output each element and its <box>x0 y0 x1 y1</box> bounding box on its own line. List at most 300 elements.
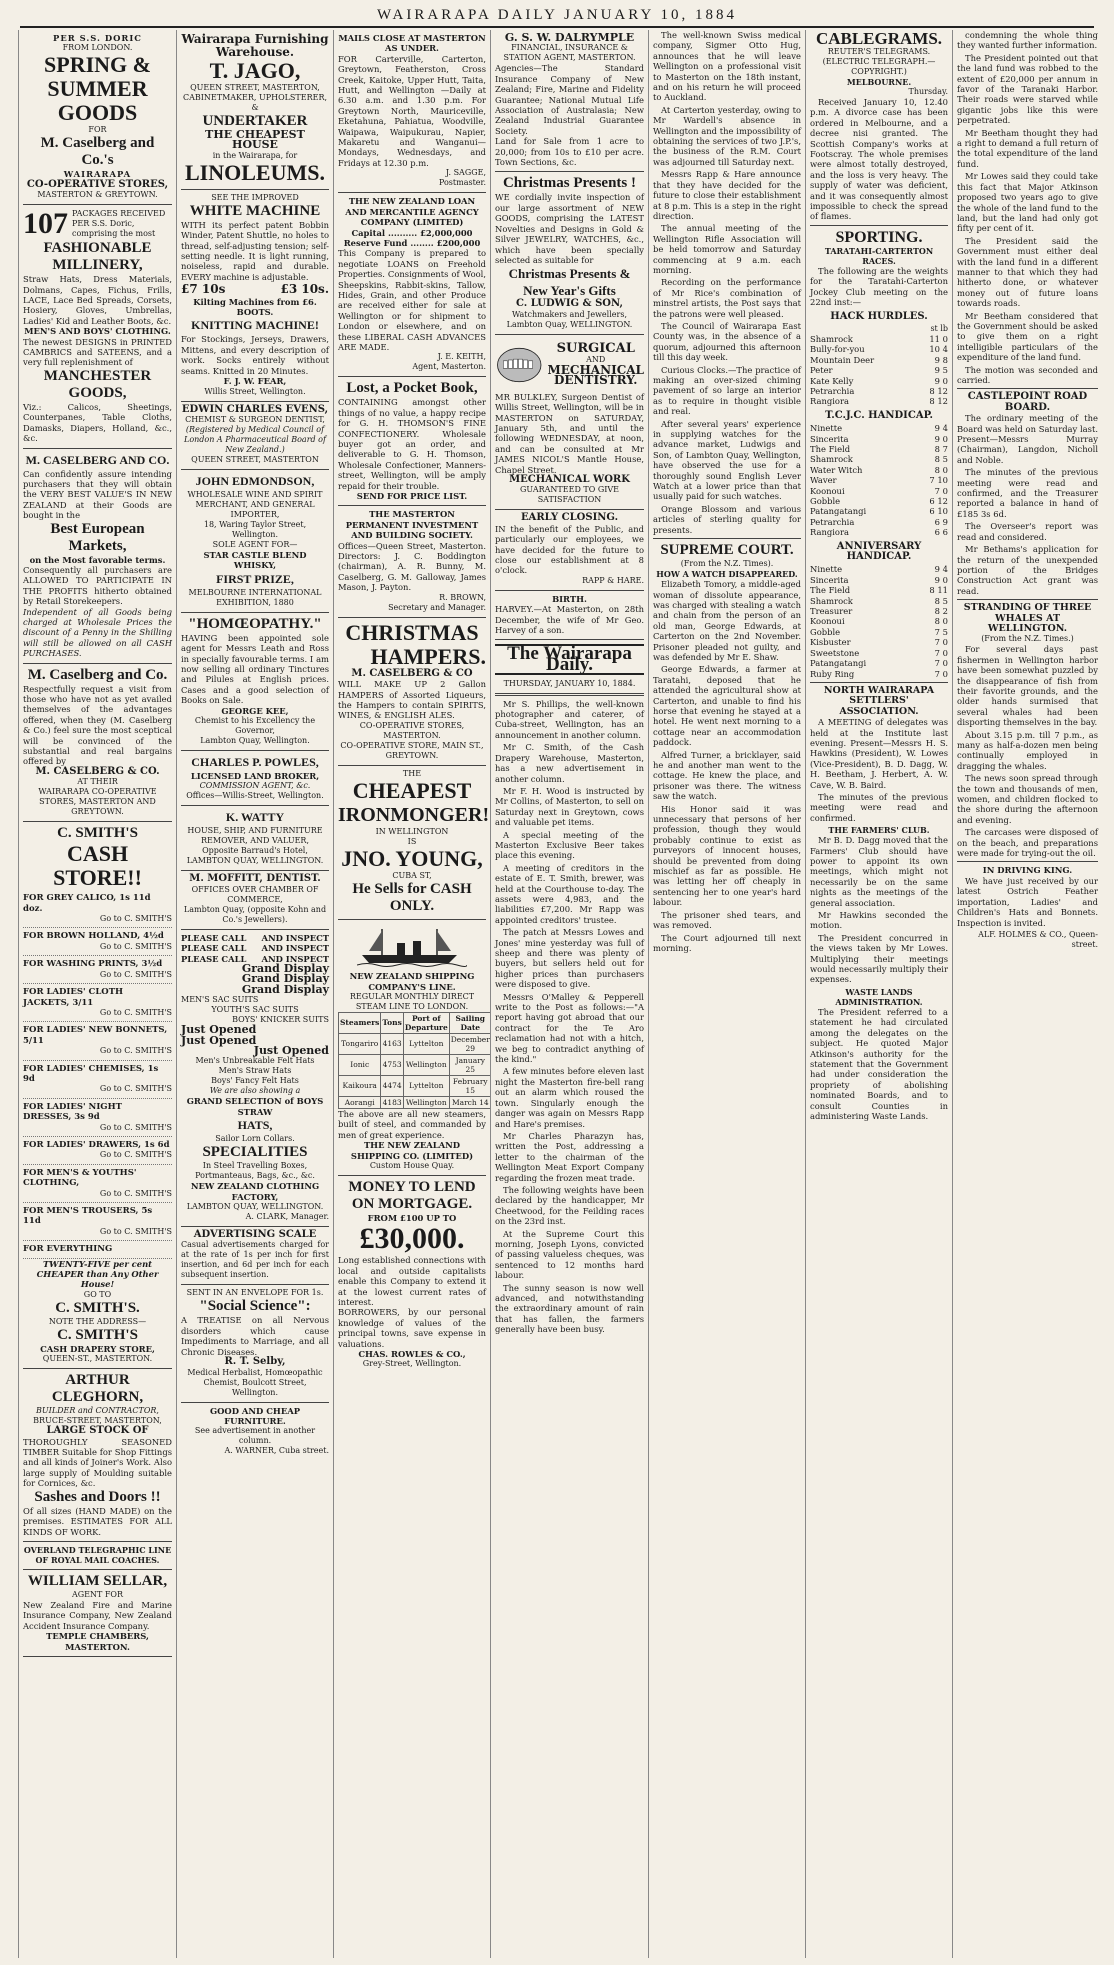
ship-house: Custom House Quay. <box>369 1160 455 1170</box>
horse-weight: 6 10 <box>929 506 948 517</box>
cheapest-ironmonger-ad <box>338 766 490 920</box>
horse-weight: 10 4 <box>929 344 948 355</box>
ci-street: CUBA ST, <box>392 870 432 880</box>
cablegrams-place: MELBOURNE. <box>846 77 912 87</box>
race-cols: st lb <box>930 323 948 333</box>
race-entry <box>810 396 948 406</box>
ec-title: EARLY CLOSING. <box>520 512 619 524</box>
horse-name: Shamrock <box>810 595 853 606</box>
pc-grand: Grand Display <box>241 982 329 996</box>
race-entry <box>810 486 948 496</box>
smith-cheaper: TWENTY-FIVE per cent CHEAPER than Any Other House! <box>36 1258 159 1290</box>
race-entry <box>810 355 948 365</box>
settlers-sub2: WASTE LANDS ADMINISTRATION. <box>835 986 923 1007</box>
race-entry <box>810 648 948 658</box>
race-entry <box>810 496 948 506</box>
smith-price-line <box>23 1022 172 1060</box>
mp-sec: Secretary and Manager. <box>388 602 486 612</box>
table-cell: Lyttelton <box>403 1075 449 1096</box>
table-cell: 4753 <box>381 1054 403 1075</box>
horse-name: Waver <box>810 475 837 486</box>
horse-weight: 8 0 <box>934 616 948 627</box>
smith-price-line <box>23 1099 172 1137</box>
table-cell: Wellington <box>403 1096 449 1108</box>
moffitt-text: OFFICES OVER CHAMBER OF COMMERCE, <box>191 884 319 904</box>
pb-send: SEND FOR PRICE LIST. <box>356 491 468 502</box>
shipping-ad <box>338 920 490 1176</box>
race-entry <box>810 627 948 637</box>
sewing-machine-ad <box>181 190 329 402</box>
loan-sign: J. E. KEITH, <box>437 352 486 362</box>
race-entry <box>810 585 948 595</box>
pc-nzaddr: LAMBTON QUAY, WELLINGTON. <box>186 1202 324 1212</box>
sd-and: AND <box>586 354 606 364</box>
news-para: A special meeting of the Masterton Exclusive Beer takes place this evening. <box>495 829 644 861</box>
horse-name: Sweetstone <box>810 647 860 658</box>
cleghorn-text2: Of all sizes (HAND MADE) on the premises. ESTIMATES FOR ALL KINDS OF WORK. <box>23 1505 172 1537</box>
smith-goto-line: Go to C. SMITH'S <box>99 969 172 979</box>
ss-sent: SENT IN AN ENVELOPE FOR 1s. <box>186 1288 324 1298</box>
moffitt-addr: Lambton Quay, (opposite Kohn and Co.'s Jewellers). <box>183 904 327 924</box>
evens-name: EDWIN CHARLES EVENS, <box>181 403 329 415</box>
smith-price-item: FOR MEN'S & YOUTHS' CLOTHING, <box>23 1167 137 1189</box>
race-entry <box>810 444 948 454</box>
news-para: Mr C. Smith, of the Cash Drapery Warehouse, Masterton, has a new advertisement in another column. <box>495 742 644 784</box>
pc-grand-sel: GRAND SELECTION of BOYS STRAW <box>186 1096 324 1117</box>
ch-stores: CO-OPERATIVE STORES, MASTERTON. <box>359 720 465 740</box>
horse-weight: 9 0 <box>934 433 948 444</box>
steamship-icon <box>357 925 467 967</box>
pc-show: We are also showing a <box>209 1086 301 1096</box>
value-note: Consequently all purchasers are ALLOWED TO PARTICIPATE IN THE PROFITS hitherto obtained by Retail Storekeepers. <box>23 564 172 607</box>
mails-sign: J. SAGGE, <box>445 168 486 178</box>
castlepoint-title: CASTLEPOINT ROAD BOARD. <box>967 391 1088 413</box>
horse-name: Bully-for-you <box>810 344 865 355</box>
horse-weight: 8 2 <box>934 606 948 617</box>
horse-name: Sincerita <box>810 433 849 444</box>
horse-weight: 7 0 <box>934 658 948 669</box>
powles-ad <box>181 751 329 806</box>
news-para: Mr Charles Pharazyn has, written the Post, addressing a letter to the chairman of the Wellington Meat Export Company regarding the frozen meat trade. <box>495 1130 644 1183</box>
powles-trade: LICENSED LAND BROKER, <box>190 770 320 781</box>
furniture-ad <box>181 1403 329 1461</box>
smith-addr1: CASH DRAPERY STORE, <box>40 1343 155 1354</box>
horse-weight: 6 9 <box>934 516 948 527</box>
gs-trade: FINANCIAL, INSURANCE & STATION AGENT, MASTERTON. <box>503 43 636 63</box>
horse-name: Sincerita <box>810 574 849 585</box>
please-call-ad <box>181 930 329 1227</box>
furniture-title: GOOD AND CHEAP FURNITURE. <box>209 1405 300 1426</box>
mails-ad <box>338 30 486 193</box>
smith-price-line <box>23 1241 172 1258</box>
table-row <box>339 1096 491 1108</box>
sailing-table <box>338 1012 490 1109</box>
evens-ad <box>181 402 329 470</box>
smith-goto-line: Go to C. SMITH'S <box>99 1046 172 1056</box>
ml-from: FROM £100 UP TO <box>367 1212 457 1223</box>
table-row <box>339 1075 491 1096</box>
race-list-1 <box>810 334 948 407</box>
table-cell: Lyttelton <box>403 1033 449 1054</box>
smith-price-item: FOR LADIES' NIGHT DRESSES, 3s 9d <box>23 1101 122 1123</box>
smith-cash-store-ad <box>23 822 172 1369</box>
smith-price-item: FOR GREY CALICO, 1s 11d doz. <box>23 893 151 914</box>
mp-title: THE MASTERTON PERMANENT INVESTMENT AND BUILDING SOCIETY. <box>345 509 479 541</box>
coach-title: OVERLAND TELEGRAPHIC LINE OF ROYAL MAIL COACHES. <box>23 1544 172 1565</box>
horse-name: Patangatangi <box>810 506 867 517</box>
pc-grand: Grand Display <box>241 972 329 986</box>
table-cell: Kaikoura <box>339 1075 381 1096</box>
sm-title: SEE THE IMPROVED <box>211 192 299 202</box>
pocket-book-ad <box>338 377 486 506</box>
homoeopathy-text: HAVING been appointed sole agent for Messrs Leath and Ross in specially favourable terms. I am now selling all ordinary Tinctures and Pilules at English prices. Cases and a good selection of Books on Sale. <box>181 632 329 706</box>
horse-weight: 6 6 <box>934 527 948 538</box>
race-entry <box>810 517 948 527</box>
smith-name3: C. SMITH'S <box>57 1326 138 1343</box>
horse-name: Ruby Ring <box>810 668 855 679</box>
horse-weight: 9 0 <box>934 574 948 585</box>
jago-street: QUEEN STREET, MASTERTON, <box>190 83 320 92</box>
settlers-sub: THE FARMERS' CLUB. <box>828 825 930 836</box>
ad-title-goods: GOODS <box>57 100 138 126</box>
cleghorn-sashes: Sashes and Doors !! <box>34 1488 161 1505</box>
horse-name: Rangiora <box>810 527 849 538</box>
race-entry <box>810 365 948 375</box>
jago-trade: CABINETMAKER, UPHOLSTERER, & <box>182 93 328 112</box>
news-para: The sunny season is now well advanced, and notwithstanding the extraordinary amount of rain that has fallen, the farmers generally have been busy. <box>495 1282 644 1335</box>
birth-notice <box>495 591 644 641</box>
pb-title: Lost, a Pocket Book, <box>346 380 478 397</box>
edmondson-brand: STAR CASTLE BLEND WHISKY, <box>203 549 307 571</box>
sailing-col-header: Steamers <box>339 1012 381 1033</box>
watty-trade: HOUSE, SHIP, AND FURNITURE REMOVER, AND VALUER, <box>187 826 323 846</box>
early-closing-ad <box>495 510 644 590</box>
horse-name: Koonoui <box>810 485 845 496</box>
ml-text: Long established connections with local and outside capitalists enable this Company to extend it at the lowest current rates of interest. <box>338 1255 486 1307</box>
header-title: WAIRARAPA DAILY JANUARY 10, 1884 <box>377 7 737 23</box>
ss-selby: R. T. Selby, <box>224 1356 286 1368</box>
sm-text: WITH its perfect patent Bobbin Winder, Patent Shuttle, no holes to thread, self-adjusting tension; self-setting needle. It is light running, noiseless, rapid and durable. EVERY machine is adjustable. <box>181 219 330 282</box>
horse-name: Peter <box>810 365 833 376</box>
moffitt-name: M. MOFFITT, DENTIST. <box>189 873 321 885</box>
sm-name: WHITE MACHINE <box>189 202 321 219</box>
sellar-ad <box>23 1570 172 1657</box>
sd-title3: DENTISTRY. <box>554 372 638 387</box>
news-para: A few minutes before eleven last night the Masterton fire-bell rang out an alarm which roused the town. Singularly enough the danger was again on Messrs Rapp and Hare's premises. <box>495 1066 644 1129</box>
race-entry <box>810 606 948 616</box>
powles-name: CHARLES P. POWLES, <box>191 754 319 769</box>
loan-agent: Agent, Masterton. <box>412 362 486 372</box>
horse-weight: 8 12 <box>929 396 948 407</box>
packages-items: Straw Hats, Dress Materials, Dolmans, Capes, Fichus, Frills, LACE, Lace Bed Spreads, Corsets, Hosiery, Gloves, Umbrellas, Ladies' Kid and Leather Boots, &c. <box>23 274 172 326</box>
race-entry <box>810 564 948 574</box>
court-para: The Court adjourned till next morning. <box>653 932 801 953</box>
cablegrams-title: CABLEGRAMS. <box>815 30 943 48</box>
smith-price-line <box>23 1165 172 1203</box>
smith-price-line <box>23 928 172 956</box>
race-list-2 <box>810 423 948 537</box>
adv-title: ADVERTISING SCALE <box>193 1229 317 1241</box>
value-firm: M. CASELBERG AND CO. <box>25 452 170 467</box>
race-entry <box>810 475 948 485</box>
manchester-title: MANCHESTER GOODS, <box>43 367 152 401</box>
horse-name: Ninette <box>810 564 843 575</box>
smith-price-item: FOR LADIES' CHEMISES, 1s 9d <box>23 1063 159 1084</box>
sd-title1: SURGICAL <box>556 341 635 357</box>
race-entry <box>810 575 948 585</box>
edmondson-trade: WHOLESALE WINE AND SPIRIT MERCHANT, AND GENERAL IMPORTER, <box>187 489 323 519</box>
powles-trade2: COMMISSION AGENT, &c. <box>199 781 311 791</box>
ch-firm: M. CASELBERG & CO <box>351 667 473 679</box>
pc-opened: Just Opened <box>181 1023 257 1037</box>
settlers-para: Mr B. D. Dagg moved that the Farmers' Club should have power to appoint its own meetings, which might not necessarily be on the same nights as the meetings of the general association. <box>810 835 948 908</box>
race-entry <box>810 658 948 668</box>
pc-please: PLEASE CALL <box>181 943 247 954</box>
mails-title: MAILS CLOSE AT MASTERTON AS UNDER. <box>338 33 486 54</box>
settlers-para: The President referred to a statement he had circulated among the delegates on the subject. He quoted Major Atkinson's authority for the statement that the Government had under consideration the propriety of abolishing nominated Boards, and to consult Counties in administering Waste Lands. <box>810 1006 948 1121</box>
cleghorn-stock: LARGE STOCK OF <box>46 1425 149 1437</box>
cablegrams-reuter: REUTER'S TELEGRAMS. <box>827 47 931 56</box>
horse-weight: 9 4 <box>934 423 948 434</box>
ml-amount: £30,000. <box>359 1222 465 1256</box>
value-terms: on the Most favorable terms. <box>29 554 166 565</box>
table-cell: January 25 <box>449 1054 490 1075</box>
news-para: The Council of Wairarapa East County was, in the absence of a quorum, adjourned this afternoon till this day week. <box>653 320 801 363</box>
ch-title1: CHRISTMAS <box>345 619 479 645</box>
christmas-hampers-ad <box>338 618 486 766</box>
column-7 <box>952 30 1102 1958</box>
horse-name: The Field <box>810 443 851 454</box>
smith-note: NOTE THE ADDRESS— <box>48 1316 147 1326</box>
jago-in: in the Wairarapa, for <box>212 150 298 160</box>
horse-name: Shamrock <box>810 454 853 465</box>
pc-suits: MEN'S SAC SUITS <box>181 995 259 1005</box>
news-para: The annual meeting of the Wellington Rifle Association will be held tomorrow and Saturday commencing at 9 a.m. each morning. <box>653 223 801 275</box>
court-para: The prisoner shed tears, and was removed. <box>653 909 801 931</box>
horse-name: Petrarchia <box>810 516 855 527</box>
news-para: Mr Lowes said they could take this fact that Major Atkinson proposed two years ago to give the whole of the land fund to the land, but the land had only got fifty per cent of it. <box>957 171 1098 234</box>
pc-opened: Just Opened <box>181 1033 257 1047</box>
cablegrams-sub: (ELECTRIC TELEGRAPH.—COPYRIGHT.) <box>822 57 936 76</box>
race-tcjc-handicap: T.C.J.C. HANDICAP. <box>825 409 933 421</box>
sm-boots: BOOTS. <box>236 307 274 318</box>
horse-weight: 7 0 <box>934 485 948 496</box>
ci-cash: He Sells for CASH ONLY. <box>352 880 472 914</box>
homoeopathy-name: GEORGE KEE, <box>221 705 289 716</box>
horse-weight: 11 0 <box>929 333 948 344</box>
cablegram-text: Received January 10, 12.40 p.m. A divorce case has been ordered in Melbourne, and a decree nisi granted. The Scottish Company's works at Footscray. The whole premises were almost totally destroyed, and the loss is very heavy. The supply of water was deficient, and it was consequently almost impossible to check the spread of flames. <box>810 97 948 222</box>
horse-weight: 9 0 <box>934 375 948 386</box>
horse-name: Patangatangi <box>810 658 867 669</box>
pc-inspect: AND INSPECT <box>261 932 329 943</box>
ad-towns: MASTERTON & GREYTOWN. <box>37 190 158 200</box>
sm-price2: £3 10s. <box>280 282 329 297</box>
smith-title: CASH STORE!! <box>53 841 142 891</box>
race-entry <box>810 386 948 396</box>
edmondson-agent: SOLE AGENT FOR— <box>212 539 298 549</box>
news-para: Messrs O'Malley & Pepperell write to the Post as follows:—"A report having got abroad that our contract for the Te Aro reclamation had not with a hitch, we beg to contradict anything of the kind." <box>495 991 644 1065</box>
ci-name: JNO. YOUNG, <box>341 845 483 871</box>
jago-lino: LINOLEUMS. <box>185 159 325 185</box>
loan-capital: Capital .......... £2,000,000 <box>351 227 473 238</box>
gs-firm: G. S. W. DALRYMPLE <box>504 31 635 44</box>
table-cell: 4183 <box>382 1097 402 1107</box>
horse-name: Mountain Deer <box>810 354 875 365</box>
pc-hats: HATS, <box>237 1118 273 1133</box>
pc-grand: Grand Display <box>241 962 329 975</box>
horse-name: The Field <box>810 585 851 596</box>
race-hack-hurdles: HACK HURDLES. <box>830 310 928 322</box>
advertising-scale <box>181 1227 329 1285</box>
sm-price: £7 10s <box>181 282 226 297</box>
race-entry <box>810 434 948 444</box>
sm-knitting: Kilting Machines from £6. <box>193 296 317 307</box>
news-para: The President said the Government must either deal with the land fund in a different manner to that which they had hitherto done, or whatever money out of future loans towards roads. <box>957 235 1098 309</box>
loan-text: This Company is prepared to negotiate LOANS on Freehold Properties. Consignments of Wool, Sheepskins, Rabbit-skins, Tallow, Hides, Grain, and other Produce are received either for sale at Wellington or for shipment to London or elsewhere, and on these LIBERAL CASH ADVANCES ARE MADE. <box>338 248 486 352</box>
smith-goto-line: Go to C. SMITH'S <box>99 914 172 924</box>
sailing-col-header: Tons <box>381 1012 403 1033</box>
sailing-col-header: Sailing Date <box>449 1012 490 1033</box>
cleghorn-trade: BUILDER and CONTRACTOR, <box>36 1406 159 1416</box>
horse-weight: 7 5 <box>934 626 948 637</box>
news-para: After several years' experience in supplying watches for the advance market, Ludwigs and Son, of Lambton Quay, Wellington, have observed the use for a thoroughly sound English Lever Watch at a lower price than that usually paid for such watches. <box>653 418 801 502</box>
ml-borrowers: BORROWERS, by our personal knowledge of values of the principal towns, save expense in valuations. <box>338 1307 486 1349</box>
horse-weight: 6 12 <box>929 496 948 506</box>
sm-knit: KNITTING MACHINE! <box>191 318 319 333</box>
dalrymple-ad <box>495 30 644 172</box>
horse-weight: 8 5 <box>934 454 948 465</box>
clothing-line: MEN'S AND BOYS' CLOTHING. <box>24 326 171 337</box>
news-para: Mr Beetham considered that the Government should be asked to give them on a right intelligible particulars of the expenditure of the land fund. <box>957 310 1098 363</box>
horse-name: Koonoui <box>810 616 845 627</box>
smith-goto-line: Go to C. SMITH'S <box>99 941 172 951</box>
pc-opened: Just Opened <box>253 1044 329 1058</box>
sailing-col-header: Port of Departure <box>404 1013 448 1032</box>
pc-clark: A. CLARK, Manager. <box>245 1212 329 1222</box>
smith-goto-line: Go to C. SMITH'S <box>99 1188 172 1198</box>
calicos-list: Viz.: Calicos, Sheetings, Counterpanes, Table Cloths, Damasks, Diapers, Holland, &c., &c. <box>23 401 172 444</box>
table-cell: 4163 <box>381 1033 403 1054</box>
edmondson-prize: FIRST PRIZE, <box>216 571 294 586</box>
horse-name: Water Witch <box>810 464 863 475</box>
evens-trade: CHEMIST & SURGEON DENTIST, <box>185 414 325 424</box>
holmes-text: We have just received by our latest Ostrich Feather importation, Ladies' and Children's Hats and Bonnets. Inspection is invited. <box>957 875 1098 928</box>
holmes-sign: ALF. HOLMES & CO., Queen-street. <box>978 929 1098 949</box>
horse-name: Shamrock <box>810 333 853 344</box>
horse-name: Treasurer <box>810 606 853 617</box>
horse-weight: 8 5 <box>934 595 948 606</box>
smith-price-item: FOR LADIES' CLOTH JACKETS, 3/11 <box>23 987 124 1008</box>
smith-goto-line: Go to C. SMITH'S <box>99 1122 172 1132</box>
ad-firm: M. Caselberg and Co.'s <box>40 135 155 169</box>
cp-trade: Watchmakers and Jewellers, Lambton Quay, WELLINGTON. <box>506 309 633 329</box>
visit-firm2: M. CASELBERG & CO. <box>35 765 160 777</box>
court-para: George Edwards, a farmer at Taratahi, deposed that he attended the agricultural show at Carterton, and unable to find his horse that evening he stayed at a hotel. He went next morning to a cottage near an accommodation paddock. <box>653 664 801 748</box>
race-entry <box>810 616 948 626</box>
powles-addr: Offices—Willis-Street, Wellington. <box>186 791 324 801</box>
sailing-table-body <box>339 1033 491 1108</box>
horse-weight: 8 12 <box>929 385 948 396</box>
ad-store: CO-OPERATIVE STORES, <box>26 178 169 190</box>
horse-weight: 9 4 <box>934 564 948 575</box>
value-markets: Best European Markets, <box>50 520 145 554</box>
sellar-addr: TEMPLE CHAMBERS, MASTERTON. <box>46 1631 149 1652</box>
edmondson-name: JOHN EDMONDSON, <box>195 473 315 488</box>
horse-weight: 7 0 <box>934 668 948 679</box>
settlers-para: Mr Hawkins seconded the motion. <box>810 910 948 931</box>
sd-text: MR BULKLEY, Surgeon Dentist of Willis Street, Wellington, will be in MASTERTON on SATURDAY, January 5th, and until the following WEDNESDAY, at noon, and can be consulted at Mr JAMES NICOL'S Mantle House, Chapel Street. <box>495 391 644 475</box>
pc-inspect: AND INSPECT <box>261 953 329 964</box>
race-entry <box>810 637 948 647</box>
court-para: Elizabeth Tomory, a middle-aged woman of dissolute appearance, was charged with stealing a watch and chain from the person of an old man, George Edwards, at Carterton on the 2nd November. Prisoner pleaded not guilty, and was defended by Mr E. Shaw. <box>653 579 801 662</box>
court-para: His Honor said it was unnecessary that persons of her profession, though they would probably continue to exist as purveyors of innocent houses, should be prevented from doing mischief as far as possible. He was letting her off cheaply in sentencing her to one year's hard labour. <box>653 803 801 908</box>
ec-text: IN the benefit of the Public, and particularly our employees, we have decided for the future to close our establishment at 8 o'clock. <box>495 523 644 576</box>
loan-reserve: Reserve Fund ........ £200,000 <box>343 237 481 248</box>
race-entry <box>810 527 948 537</box>
sporting-sub: TARATAHI-CARTERTON RACES. <box>824 245 934 266</box>
cablegrams-day: Thursday. <box>908 87 948 96</box>
castlepoint-para: The ordinary meeting of the Board was held on Saturday last. Present—Messrs Murray (Chairman), Langdon, Nicholl and Noble. <box>957 413 1098 465</box>
pc-boys-hats: Boys' Fancy Felt Hats <box>211 1076 299 1086</box>
supreme-court-from: (From the N.Z. Times). <box>680 559 774 569</box>
race-anniversary: ANNIVERSARY HANDICAP. <box>836 540 922 563</box>
column-6 <box>805 30 952 1958</box>
race-entry <box>810 376 948 386</box>
editorial-date: THURSDAY, JANUARY 10, 1884. <box>503 679 636 689</box>
ad-title-spring: SPRING & <box>44 52 151 78</box>
homoeopathy-trade: Chemist to his Excellency the Governor, <box>194 715 316 735</box>
pc-collars: Sailor Lorn Collars. <box>215 1134 295 1144</box>
horse-weight: 9 5 <box>934 365 948 376</box>
sporting-text: The following are the weights for the Taratahi-Carterton Jockey Club meeting on the 22nd inst:— <box>810 265 948 308</box>
race-entry <box>810 334 948 344</box>
watty-addr: Opposite Barraud's Hotel, LAMBTON QUAY, WELLINGTON. <box>186 846 324 866</box>
permanent-society-ad <box>338 506 486 617</box>
latest-designs: The newest DESIGNS in PRINTED CAMBRICS and SATEENS, and a very full replenishment of <box>23 336 172 368</box>
news-para: Curious Clocks.—The practice of making an over-sized chiming pavement of so large an interior as to require in thought visible and real. <box>653 364 801 417</box>
race-entry <box>810 596 948 606</box>
column-4 <box>490 30 648 1958</box>
evens-addr: QUEEN STREET, MASTERTON <box>191 454 319 464</box>
money-to-lend-ad <box>338 1176 486 1373</box>
ship-regular: REGULAR MONTHLY DIRECT STEAM LINE TO LONDON. <box>349 991 475 1011</box>
packages-ad <box>23 205 172 448</box>
dentures-icon <box>495 338 543 392</box>
smith-goto-line: Go to C. SMITH'S <box>99 1226 172 1236</box>
column-3 <box>333 30 490 1958</box>
cleghorn-ad <box>23 1369 172 1542</box>
caselberg-spring-ad <box>23 30 172 205</box>
ship-note: The above are all new steamers, built of steel, and commanded by men of great experience. <box>338 1108 486 1140</box>
millinery-title: FASHIONABLE MILLINERY, <box>43 240 152 274</box>
dentistry-ad <box>495 335 644 511</box>
horse-name: Kisbuster <box>810 637 851 648</box>
pc-straw-hats: Men's Straw Hats <box>218 1066 292 1076</box>
race-list-3 <box>810 564 948 678</box>
ci-title2: IRONMONGER! <box>338 803 490 826</box>
pc-please: PLEASE CALL <box>181 953 247 964</box>
ml-title: MONEY TO LEND ON MORTGAGE. <box>348 1178 476 1212</box>
pc-nz: NEW ZEALAND CLOTHING FACTORY, <box>190 1181 320 1202</box>
edmondson-addr: 18, Waring Taylor Street, Wellington. <box>203 519 307 539</box>
homoeopathy-ad <box>181 613 329 751</box>
sm-text2: For Stockings, Jerseys, Drawers, Mittens, and every description of work. Socks entirely without seams. Knitted in 20 Minutes. <box>181 334 329 376</box>
ch-title2: HAMPERS. <box>370 643 486 669</box>
cp-firm: C. LUDWIG & SON, <box>516 298 623 310</box>
race-entry <box>810 423 948 433</box>
smith-price-line <box>23 890 172 928</box>
ship-title: NEW ZEALAND SHIPPING COMPANY'S LINE. <box>349 971 475 992</box>
